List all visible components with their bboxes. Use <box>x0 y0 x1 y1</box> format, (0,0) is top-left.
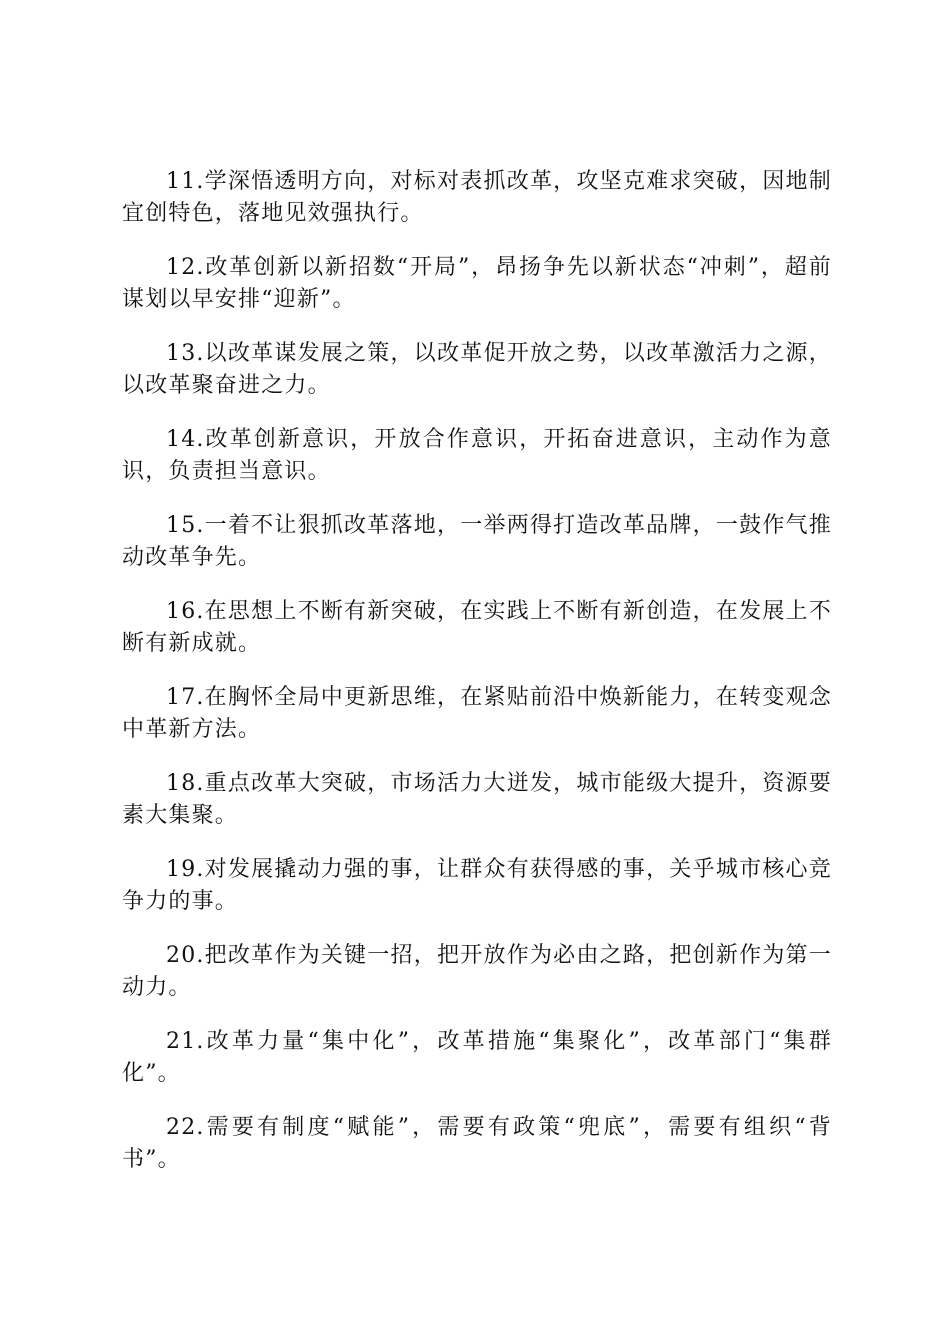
paragraph-20: 20.把改革作为关键一招，把开放作为必由之路，把创新作为第一动力。 <box>122 943 832 1000</box>
paragraph-19: 19.对发展撬动力强的事，让群众有获得感的事，关乎城市核心竞争力的事。 <box>122 857 832 914</box>
paragraph-11: 11.学深悟透明方向，对标对表抓改革，攻坚克难求突破，因地制宜创特色，落地见效强执行。 <box>122 169 832 226</box>
paragraph-15: 15.一着不让狠抓改革落地，一举两得打造改革品牌，一鼓作气推动改革争先。 <box>122 513 832 570</box>
paragraph-22: 22.需要有制度“赋能”，需要有政策“兜底”，需要有组织“背书”。 <box>122 1115 832 1172</box>
paragraph-14: 14.改革创新意识，开放合作意识，开拓奋进意识，主动作为意识，负责担当意识。 <box>122 427 832 484</box>
paragraph-21: 21.改革力量“集中化”，改革措施“集聚化”，改革部门“集群化”。 <box>122 1029 832 1086</box>
document-body <box>122 166 832 1198</box>
paragraph-18: 18.重点改革大突破，市场活力大迸发，城市能级大提升，资源要素大集聚。 <box>122 771 832 828</box>
paragraph-16: 16.在思想上不断有新突破，在实践上不断有新创造，在发展上不断有新成就。 <box>122 599 832 656</box>
paragraph-12: 12.改革创新以新招数“开局”，昂扬争先以新状态“冲刺”，超前谋划以早安排“迎新”。 <box>122 255 832 312</box>
paragraph-17: 17.在胸怀全局中更新思维，在紧贴前沿中焕新能力，在转变观念中革新方法。 <box>122 685 832 742</box>
paragraph-13: 13.以改革谋发展之策，以改革促开放之势，以改革激活力之源，以改革聚奋进之力。 <box>122 341 832 398</box>
